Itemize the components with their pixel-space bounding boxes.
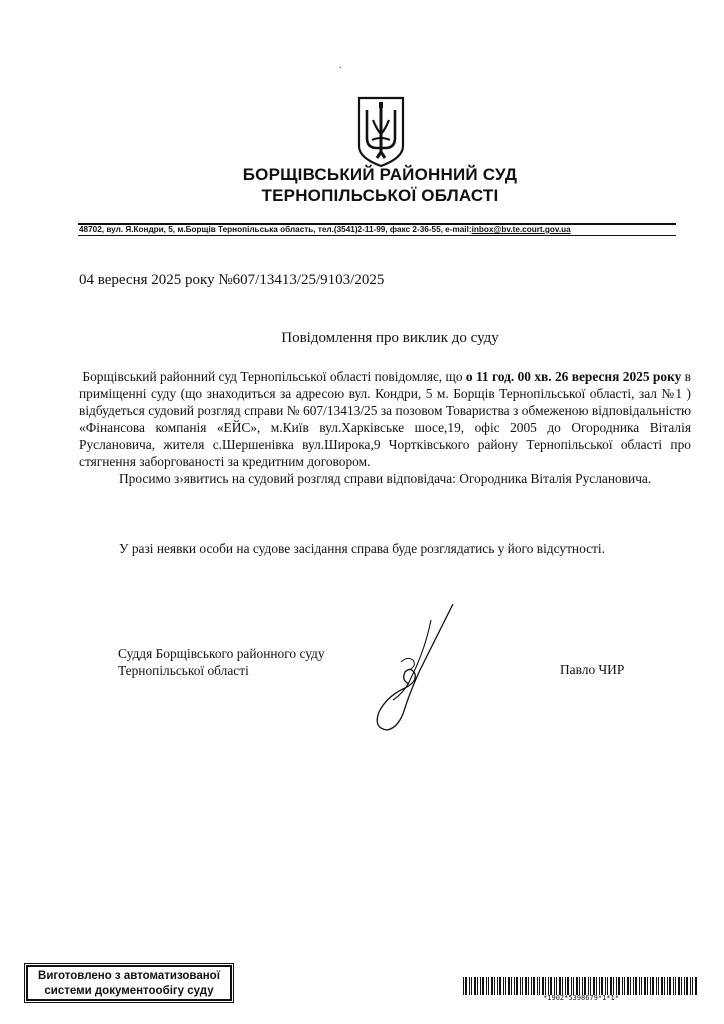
top-mark: .	[339, 60, 342, 71]
court-region: ТЕРНОПІЛЬСЬКОЇ ОБЛАСТІ	[261, 186, 499, 205]
coat-of-arms-icon	[356, 96, 406, 168]
document-reference: 04 вересня 2025 року №607/13413/25/9103/2025	[79, 272, 385, 288]
judge-name: Павло ЧИР	[560, 662, 625, 677]
barcode-icon	[463, 977, 699, 995]
absence-warning: У разі неявки особи на судове засідання справа буде розглядатись у його відсутності.	[119, 541, 605, 556]
court-name: БОРЩІВСЬКИЙ РАЙОННИЙ СУД	[242, 165, 518, 184]
stamp-line1: Виготовлено з автоматизованої	[38, 970, 220, 982]
judge-title	[118, 645, 325, 679]
notice-details: в приміщенні суду (що знаходиться за адресою вул. Кондри, 5 м. Борщів Тернопільської області, зал №1 ) відбудеться судовий розгляд справи № 607/13413/25 за позовом Товариства з обмеженою відповідальністю «Фінансова компанія «ЕЙС», м.Київ вул.Харківське шосе,19, офіс 2005 до Огородника Віталія Руслановича, жителя с.Шершенівка вул.Широка,9 Чортківського району Тернопільської області про стягнення заборгованості за кредитним договором.	[79, 369, 691, 469]
notice-intro: Борщівський районний суд Тернопільської області повідомляє, що	[82, 369, 466, 384]
stamp-line2: системи документообігу суду	[44, 985, 214, 997]
header-underline	[78, 235, 676, 236]
judge-title-line2: Тернопільської області	[118, 663, 249, 678]
automation-stamp	[26, 965, 232, 1001]
judge-title-line1: Суддя Борщівського районного суду	[118, 646, 325, 661]
notice-paragraph	[79, 368, 691, 470]
document-body	[79, 368, 691, 487]
document-title: Повідомлення про виклик до суду	[281, 330, 499, 346]
signature-icon	[365, 600, 465, 735]
hearing-time: о 11 год. 00 хв. 26 вересня 2025 року	[465, 369, 682, 384]
barcode-number: *1902*5398679*1*1*	[543, 994, 619, 1002]
request-paragraph: Просимо з›явитись на судовий розгляд справи відповідача: Огородника Віталія Руслановича.	[119, 471, 652, 486]
email-link[interactable]: inbox@bv.te.court.gov.ua	[471, 225, 571, 234]
address-text: 48702, вул. Я.Кондри, 5, м.Борщів Тернопільська область, тел.(3541)2-11-99, факс 2-36-55, e-mail:	[79, 225, 472, 234]
